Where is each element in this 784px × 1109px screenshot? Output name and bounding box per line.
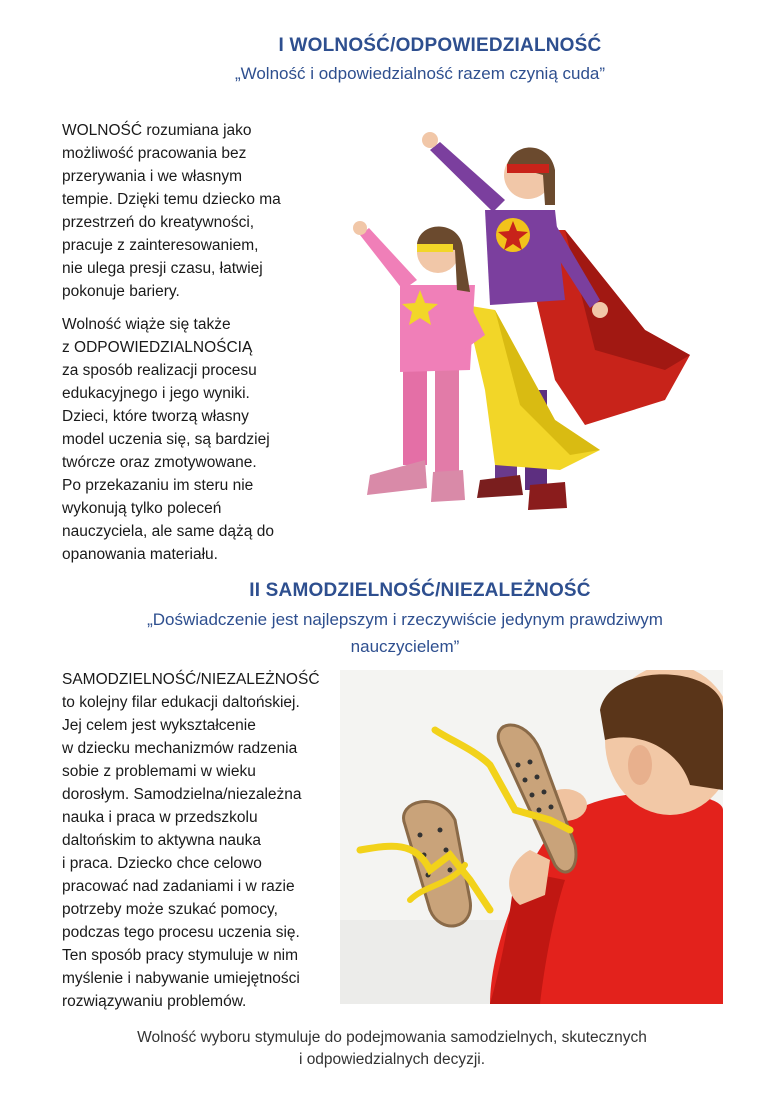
section2-quote: „Doświadczenie jest najlepszym i rzeczywiście jedynym prawdziwym nauczycielem” — [147, 610, 663, 656]
section2-text — [62, 668, 347, 1013]
section2-paragraph: SAMODZIELNOŚĆ/NIEZALEŻNOŚĆ to kolejny filar edukacji daltońskiej. Jej celem jest wykształcenie w dziecku mechanizmów radzenia sobie z problemami w wieku dorosłym. Samodzielna/niezależna nauka i praca w przedszkolu daltońskim to aktywna nauka i praca. Dziecko chce celowo pracować nad zadaniami i w razie potrzeby może szukać pomocy, podczas tego procesu uczenia się. Ten sposób pracy stymuluje w nim myślenie i nabywanie umiejętności rozwiązywaniu problemów. — [62, 671, 320, 1010]
section1-paragraph-1: WOLNOŚĆ rozumiana jako możliwość pracowania bez przerywania i we własnym tempie. Dzięki temu dziecko ma przestrzeń do kreatywności, pracuje z zainteresowaniem, nie ulega presji czasu, łatwiej pokonuje bariery. — [62, 122, 281, 300]
section2-title: II SAMODZIELNOŚĆ/NIEZALEŻNOŚĆ — [249, 580, 591, 601]
section1-paragraph-2: Wolność wiąże się także z ODPOWIEDZIALNOŚCIĄ za sposób realizacji procesu edukacyjnego i jego wyniki. Dzieci, które tworzą własny model uczenia się, są bardziej twórcze oraz zmotywowane. Po przekazaniu im steru nie wykonują tylko poleceń nauczyciela, ale same dążą do opanowania materiału. — [62, 316, 274, 563]
section1-text — [62, 119, 332, 566]
child-lacing-image — [340, 670, 723, 1004]
section1-quote: „Wolność i odpowiedzialność razem czynią cuda” — [234, 64, 606, 83]
superhero-children-image — [345, 120, 705, 520]
footer-note: Wolność wyboru stymuluje do podejmowania samodzielnych, skutecznych i odpowiedzialnych decyzji. — [137, 1029, 647, 1068]
child-lacing-illustration — [340, 670, 723, 1004]
section1-title: I WOLNOŚĆ/ODPOWIEDZIALNOŚĆ — [278, 35, 602, 56]
